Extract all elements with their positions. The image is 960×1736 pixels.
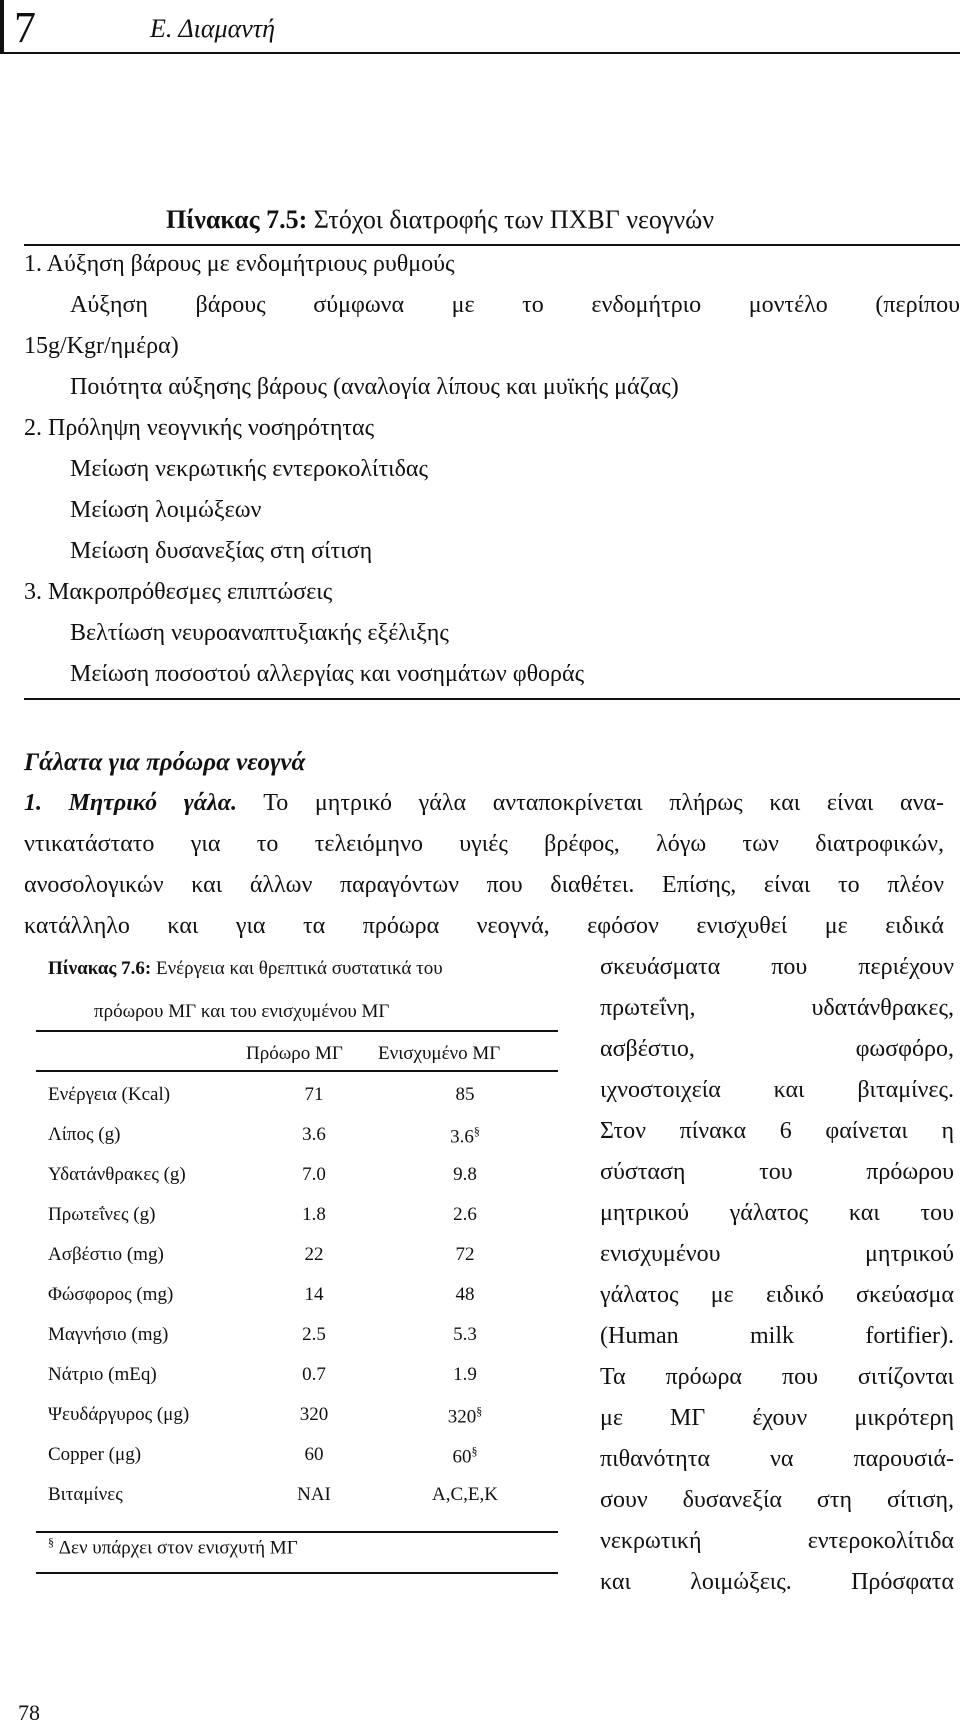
right-column-line: σουν δυσανεξία στη σίτιση,	[600, 1487, 954, 1513]
header-vertical-rule	[0, 0, 4, 52]
table-7-5-top-rule	[24, 244, 960, 246]
fortified-value: 48	[455, 1284, 475, 1305]
fortified-value: 320	[447, 1406, 477, 1428]
table-7-5-title: Στόχοι διατροφής των ΠΧΒΓ νεογνών	[313, 205, 715, 234]
right-column-line: σκευάσματα που περιέχουν	[600, 954, 954, 980]
right-column-line: μητρικού γάλατος και του	[600, 1200, 954, 1226]
table-7-6-value-preterm: 2.5	[302, 1324, 326, 1345]
table-7-6-value-fortified	[400, 1244, 530, 1266]
paragraph-line-2: ντικατάστατο για το τελειόμηνο υγιές βρέφος, λόγω των διατροφικών,	[24, 831, 944, 857]
right-column-line: ιχνοστοιχεία και βιταμίνες.	[600, 1077, 954, 1103]
table-7-6-value-preterm: 0.7	[302, 1364, 326, 1385]
right-column-line: σύσταση του πρόωρου	[600, 1159, 954, 1185]
table-7-6-value-preterm: 14	[304, 1284, 324, 1305]
table-7-6-caption-line-1	[48, 958, 443, 980]
table-7-6-value-fortified	[400, 1124, 530, 1148]
table-7-6-value-preterm: 60	[304, 1444, 324, 1465]
right-column-line: ενισχυμένου μητρικού	[600, 1241, 954, 1267]
footnote-mark: §	[48, 1535, 54, 1549]
table-7-6-value-preterm: 71	[304, 1084, 324, 1105]
table-7-6-row-label: Ασβέστιο (mg)	[48, 1244, 164, 1265]
table-7-6-rows-rule	[36, 1531, 558, 1533]
fortified-value: 5.3	[453, 1324, 477, 1345]
table-7-6-row-label: Φώσφορος (mg)	[48, 1284, 174, 1305]
table-7-6-top-rule	[36, 1030, 558, 1032]
table-7-6-value-preterm: 22	[304, 1244, 324, 1265]
table-7-6-value-fortified	[400, 1284, 530, 1306]
not-in-fortifier-mark: §	[471, 1444, 478, 1458]
table-7-6-caption-line-2: πρόωρου ΜΓ και του ενισχυμένου ΜΓ	[94, 1001, 390, 1022]
table-7-5-line: Μείωση δυσανεξίας στη σίτιση	[70, 538, 373, 564]
table-7-5-bottom-rule	[24, 698, 960, 700]
fortified-value: 1.9	[453, 1364, 477, 1385]
right-column-line: Στον πίνακα 6 φαίνεται η	[600, 1118, 954, 1144]
right-column-line: νεκρωτική εντεροκολίτιδα	[600, 1528, 954, 1554]
table-7-6-row-label: Ψευδάργυρος (μg)	[48, 1404, 190, 1425]
fortified-value: A,C,E,K	[432, 1484, 498, 1505]
right-column-line: πρωτεΐνη, υδατάνθρακες,	[600, 995, 954, 1021]
table-7-6-value-fortified	[400, 1404, 530, 1428]
table-7-6-label: Πίνακας 7.6:	[48, 958, 152, 979]
table-7-6-value-fortified	[400, 1364, 530, 1386]
running-author: Ε. Διαμαντή	[150, 14, 275, 43]
table-7-6-col-header-1: Πρόωρο ΜΓ	[246, 1043, 343, 1064]
table-7-5-line: Μείωση νεκρωτικής εντεροκολίτιδας	[70, 456, 428, 482]
header-rule	[0, 52, 960, 54]
right-column-line: (Human milk fortifier).	[600, 1323, 954, 1349]
fortified-value: 3.6	[450, 1126, 474, 1148]
table-7-6-row-label: Πρωτεΐνες (g)	[48, 1204, 156, 1225]
right-column-line: ασβέστιο, φωσφόρο,	[600, 1036, 954, 1062]
right-column-line: πιθανότητα να παρουσιά-	[600, 1446, 954, 1472]
table-7-6-col-header-2: Ενισχυμένο ΜΓ	[378, 1043, 501, 1064]
table-7-6-row-label: Υδατάνθρακες (g)	[48, 1164, 186, 1185]
fortified-value: 60	[452, 1446, 472, 1468]
table-7-5-line: Αύξηση βάρους σύμφωνα με το ενδομήτριο μοντέλο (περίπου	[70, 292, 960, 318]
table-7-6-footnote	[48, 1535, 298, 1559]
table-7-6-bottom-rule	[36, 1572, 558, 1574]
table-7-6-value-fortified	[400, 1204, 530, 1226]
table-7-6-row-label: Νάτριο (mEq)	[48, 1364, 157, 1385]
not-in-fortifier-mark: §	[473, 1124, 480, 1138]
right-column-line: με ΜΓ έχουν μικρότερη	[600, 1405, 954, 1431]
table-7-6-value-preterm: 320	[299, 1404, 329, 1425]
table-7-6-value-fortified	[400, 1084, 530, 1106]
fortified-value: 85	[455, 1084, 475, 1105]
table-7-5-line: 2. Πρόληψη νεογνικής νοσηρότητας	[24, 415, 375, 441]
table-7-6-row-label: Βιταμίνες	[48, 1484, 123, 1505]
table-7-5-line: Μείωση ποσοστού αλλεργίας και νοσημάτων φθοράς	[70, 661, 585, 687]
table-7-5-line: Ποιότητα αύξησης βάρους (αναλογία λίπους και μυϊκής μάζας)	[70, 374, 679, 400]
table-7-5-line: Βελτίωση νευροαναπτυξιακής εξέλιξης	[70, 620, 449, 646]
page-number: 78	[18, 1700, 40, 1725]
table-7-6-value-fortified	[400, 1164, 530, 1186]
table-7-6-value-fortified	[400, 1484, 530, 1506]
table-7-5-caption	[166, 205, 714, 235]
table-7-6-row-label: Ενέργεια (Kcal)	[48, 1084, 171, 1105]
paragraph-line-1-text: Το μητρικό γάλα ανταποκρίνεται πλήρως και είναι ανα-	[263, 790, 944, 816]
paragraph-line-3: ανοσολογικών και άλλων παραγόντων που διαθέτει. Επίσης, είναι το πλέον	[24, 872, 944, 898]
table-7-5-line: Μείωση λοιμώξεων	[70, 497, 262, 523]
not-in-fortifier-mark: §	[476, 1404, 483, 1418]
right-column-line: γάλατος με ειδικό σκεύασμα	[600, 1282, 954, 1308]
table-7-6-value-preterm: ΝΑΙ	[297, 1484, 331, 1505]
fortified-value: 2.6	[453, 1204, 477, 1225]
right-column-line: και λοιμώξεις. Πρόσφατα	[600, 1569, 954, 1595]
table-7-6-row-label: Λίπος (g)	[48, 1124, 121, 1145]
right-column-line: Τα πρόωρα που σιτίζονται	[600, 1364, 954, 1390]
footnote-text: Δεν υπάρχει στον ενισχυτή ΜΓ	[58, 1537, 298, 1559]
table-7-6-value-fortified	[400, 1444, 530, 1468]
table-7-6-value-preterm: 1.8	[302, 1204, 326, 1225]
table-7-6-row-label: Copper (μg)	[48, 1444, 142, 1465]
table-7-5-line: 1. Αύξηση βάρους με ενδομήτριους ρυθμούς	[24, 251, 455, 277]
fortified-value: 72	[455, 1244, 475, 1265]
table-7-5-line: 3. Μακροπρόθεσμες επιπτώσεις	[24, 579, 333, 605]
table-7-6-title-1: Ενέργεια και θρεπτικά συστατικά του	[155, 958, 443, 979]
table-7-6-value-fortified	[400, 1324, 530, 1346]
table-7-5-line: 15g/Kgr/ημέρα)	[24, 333, 179, 359]
fortified-value: 9.8	[453, 1164, 477, 1185]
section-heading: Γάλατα για πρόωρα νεογνά	[24, 749, 306, 776]
paragraph-line-1	[24, 790, 944, 817]
table-7-6-value-preterm: 7.0	[302, 1164, 326, 1185]
paragraph-line-4: κατάλληλο και για τα πρόωρα νεογνά, εφόσον ενισχυθεί με ειδικά	[24, 913, 944, 939]
table-7-6-header-rule	[36, 1070, 558, 1072]
table-7-5-label: Πίνακας 7.5:	[166, 205, 308, 234]
chapter-number: 7	[14, 3, 36, 52]
paragraph-lead: 1. Μητρικό γάλα.	[24, 790, 237, 816]
table-7-6-value-preterm: 3.6	[302, 1124, 326, 1145]
table-7-6-row-label: Μαγνήσιο (mg)	[48, 1324, 169, 1345]
